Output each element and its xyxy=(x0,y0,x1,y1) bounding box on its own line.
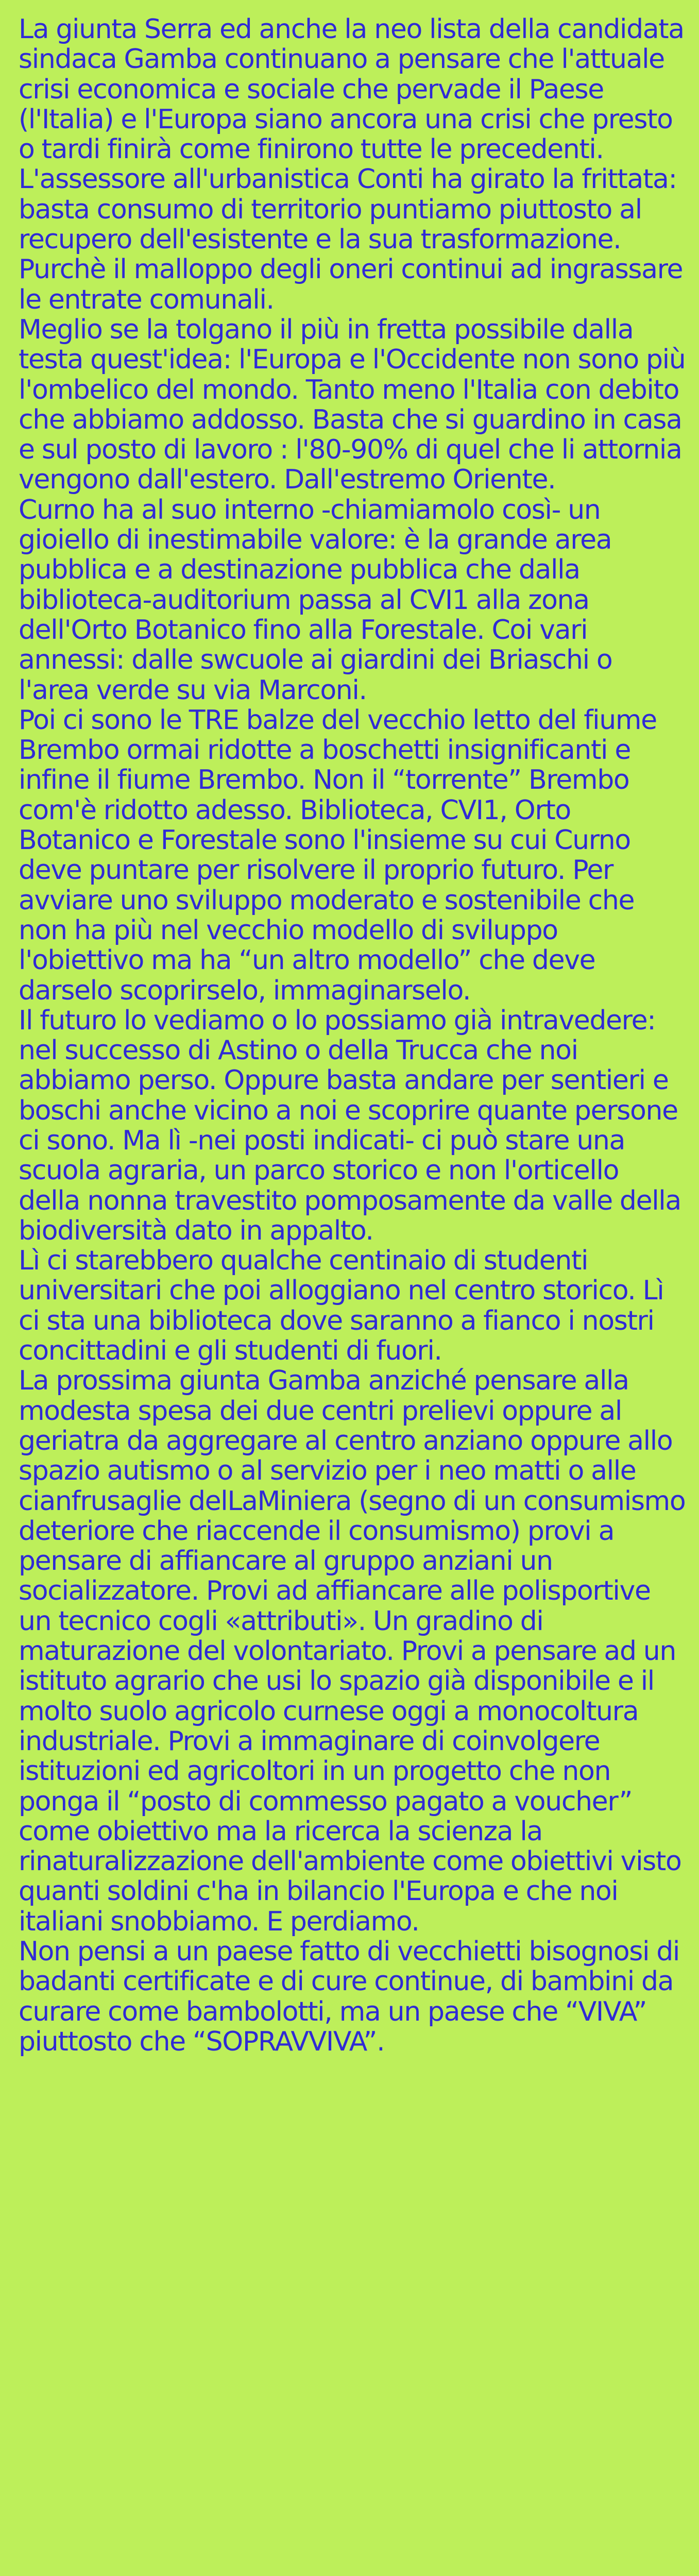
paragraph-3: Curno ha al suo interno -chiamiamolo così- un gioiello di inestimabile valore: è la grande area pubblica e a destinazione pubblica che dalla biblioteca-auditorium passa al CVI1 alla zona dell'Orto Botanico fino alla Forestale. Coi vari annessi: dalle swcuole ai giardini dei Briaschi o l'area verde su via Marconi. xyxy=(19,494,612,706)
paragraph-5: Il futuro lo vediamo o lo possiamo già intravedere: nel successo di Astino o della Trucca che noi abbiamo perso. Oppure basta andare per sentieri e boschi anche vicino a noi e scoprire quante persone ci sono. Ma lì -nei posti indicati- ci può stare una scuola agraria, un parco storico e non l'orticello della nonna travestito pomposamente da valle della biodiversità dato in appalto. xyxy=(19,1005,681,1246)
paragraph-7: La prossima giunta Gamba anziché pensare alla modesta spesa dei due centri prelievi oppure al geriatra da aggregare al centro anziano oppure allo spazio autismo o al servizio per i neo matti o alle cianfrusaglie delLaMiniera (segno di un consumismo deteriore che riaccende il consumismo) provi a pensare di affiancare al gruppo anziani un socializzatore. Provi ad affiancare alle polisportive un tecnico cogli «attributi». Un gradino di maturazione del volontariato. Provi a pensare ad un istituto agrario che usi lo spazio già disponibile e il molto suolo agricolo curnese oggi a monocoltura industriale. Provi a immaginare di coinvolgere istituzioni ed agricoltori in un progetto che non ponga il “posto di commesso pagato a voucher” come obiettivo ma la ricerca la scienza la rinaturalizzazione dell'ambiente come obiettivi visto quanti soldini c'ha in bilancio l'Europa e che noi italiani snobbiamo. E perdiamo. xyxy=(19,1365,686,1937)
paragraph-2: Meglio se la tolgano il più in fretta possibile dalla testa quest'idea: l'Europa e l'Occidente non sono più l'ombelico del mondo. Tanto meno l'Italia con debito che abbiamo addosso. Basta che si guardino in casa e sul posto di lavoro : l'80-90% di quel che li attornia vengono dall'estero. Dall'estremo Oriente. xyxy=(19,314,686,496)
paragraph-4: Poi ci sono le TRE balze del vecchio letto del fiume Brembo ormai ridotte a boschetti insignificanti e infine il fiume Brembo. Non il “torrente” Brembo com'è ridotto adesso. Biblioteca, CVI1, Orto Botanico e Forestale sono l'insieme su cui Curno deve puntare per risolvere il proprio futuro. Per avviare uno sviluppo moderato e sostenibile che non ha più nel vecchio modello di sviluppo l'obiettivo ma ha “un altro modello” che deve darselo scoprirselo, immaginarselo. xyxy=(19,704,657,1006)
paragraph-1: La giunta Serra ed anche la neo lista della candidata sindaca Gamba continuano a pensare che l'attuale crisi economica e sociale che pervade il Paese (l'Italia) e l'Europa siano ancora una crisi che presto o tardi finirà come finirono tutte le precedenti. L'assessore all'urbanistica Conti ha girato la frittata: basta consumo di territorio puntiamo piuttosto al recupero dell'esistente e la sua trasformazione. Purchè il malloppo degli oneri continui ad ingrassare le entrate comunali. xyxy=(19,14,684,315)
paragraph-6: Lì ci starebbero qualche centinaio di studenti universitari che poi alloggiano nel centro storico. Lì ci sta una biblioteca dove saranno a fianco i nostri concittadini e gli studenti di fuori. xyxy=(19,1245,664,1367)
article-body xyxy=(19,14,686,2057)
paragraph-8: Non pensi a un paese fatto di vecchietti bisognosi di badanti certificate e di cure continue, di bambini da curare come bambolotti, ma un paese che “VIVA” piuttosto che “SOPRAVVIVA”. xyxy=(19,1936,680,2057)
